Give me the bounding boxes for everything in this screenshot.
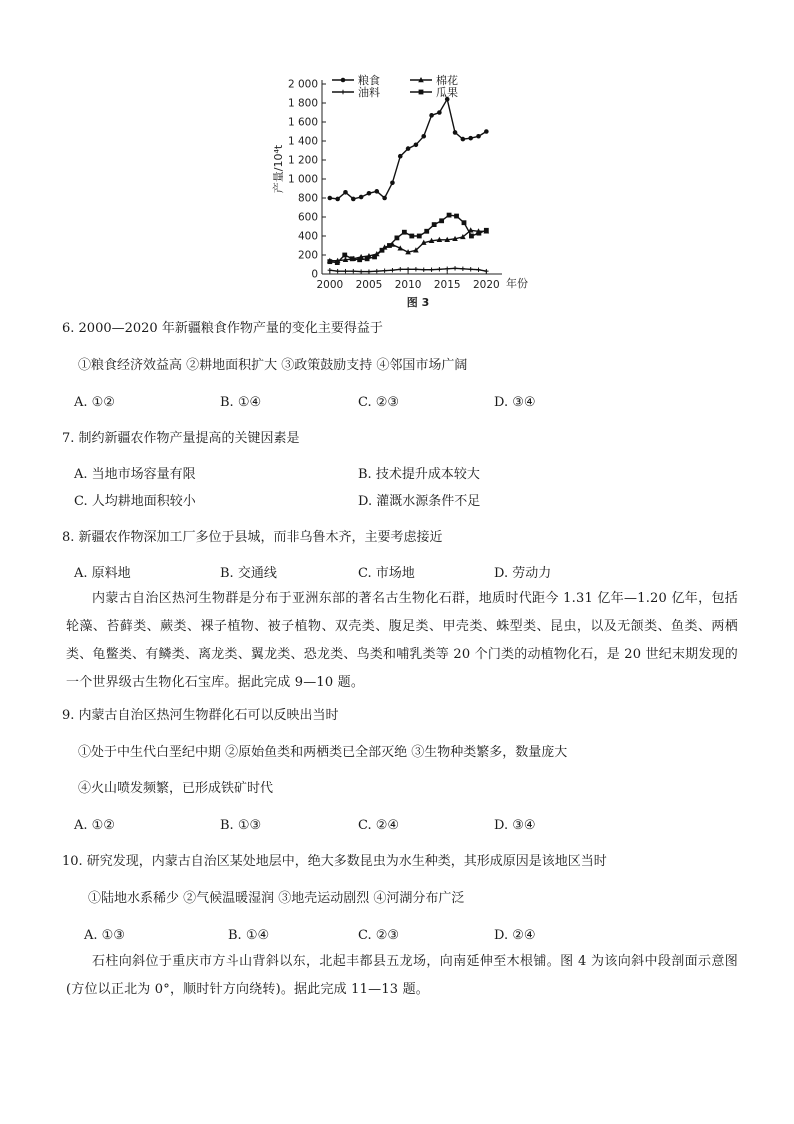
- chart-svg: [270, 62, 550, 314]
- series-3-point: [402, 230, 407, 235]
- series-0-point: [453, 130, 458, 135]
- q7-option-d[interactable]: D. 灌溉水源条件不足: [358, 494, 481, 509]
- series-2-point: [422, 268, 426, 272]
- series-3-point: [424, 229, 429, 234]
- series-0-point: [461, 137, 466, 142]
- series-0-point: [367, 191, 372, 196]
- series-3-point: [350, 256, 355, 261]
- series-0-point: [351, 197, 356, 202]
- x-tick-label: 2010: [394, 279, 422, 291]
- series-2-point: [398, 267, 402, 271]
- production-line-chart: [270, 62, 550, 314]
- series-3-point: [484, 228, 489, 233]
- series-0-point: [382, 196, 387, 201]
- figure-label: 图 3: [406, 296, 430, 309]
- series-0-point: [328, 196, 333, 201]
- series-0-point: [429, 113, 434, 118]
- legend-label-3: 瓜果: [436, 86, 458, 99]
- y-tick-label: 1 200: [287, 154, 318, 167]
- y-tick-label: 0: [311, 268, 318, 281]
- series-3-point: [476, 231, 481, 236]
- q7-option-c[interactable]: C. 人均耕地面积较小: [74, 494, 196, 509]
- q6-option-c[interactable]: C. ②③: [358, 395, 400, 410]
- series-2-point: [351, 269, 355, 273]
- q6-option-d[interactable]: D. ③④: [494, 395, 536, 410]
- legend-marker-3: [419, 90, 424, 95]
- q9-stem: 9. 内蒙古自治区热河生物群化石可以反映出当时: [62, 708, 339, 723]
- series-2-point: [429, 268, 433, 272]
- series-3-point: [462, 220, 467, 225]
- series-2-point: [367, 269, 371, 273]
- x-tick-label: 2000: [316, 279, 344, 291]
- series-2-point: [328, 268, 332, 272]
- passage-rehe-biota: 内蒙古自治区热河生物群是分布于亚洲东部的著名古生物化石群，地质时代距今 1.31 亿年—1.20 亿年，包括轮藻、苔藓类、蕨类、裸子植物、被子植物、双壳类、腹足类、甲壳类、蛛型类、昆虫，以及无颌类、鱼类、两栖类、龟鳖类、有鳞类、离龙类、翼龙类、恐龙类、鸟类和哺乳类等 20 个门类的动植物化石，是 20 世纪末期发现的一个世界级古生物化石宝库。据此完成 9—10 题。: [66, 591, 738, 690]
- series-3-point: [357, 257, 362, 262]
- series-0-point: [421, 134, 426, 139]
- series-2-point: [335, 269, 339, 273]
- y-tick-label: 1 000: [287, 173, 318, 186]
- q10-stem: 10. 研究发现，内蒙古自治区某处地层中，绝大多数昆虫为水生种类，其形成原因是该地区当时: [62, 854, 607, 869]
- q9-option-c[interactable]: C. ②④: [358, 818, 400, 833]
- q8-option-c[interactable]: C. 市场地: [358, 566, 415, 581]
- q9-statements-line2: ④火山喷发频繁，已形成铁矿时代: [78, 781, 274, 796]
- series-3-point: [447, 213, 452, 218]
- chart-legend: [332, 73, 458, 99]
- series-2-point: [476, 268, 480, 272]
- q7-option-b[interactable]: B. 技术提升成本较大: [358, 467, 480, 482]
- series-0-point: [468, 136, 473, 141]
- q8-option-a[interactable]: A. 原料地: [74, 566, 131, 581]
- chart-series: [327, 97, 489, 274]
- series-3-point: [417, 234, 422, 239]
- series-0-point: [406, 146, 411, 151]
- series-2-point: [461, 267, 465, 271]
- y-tick-label: 200: [297, 249, 318, 262]
- series-3-point: [432, 222, 437, 227]
- legend-marker-2: [341, 90, 345, 94]
- q9-option-a[interactable]: A. ①②: [74, 818, 115, 833]
- series-3-point: [365, 256, 370, 261]
- chart-axes: [271, 79, 528, 310]
- series-0-point: [476, 134, 481, 139]
- q9-statements-line1: ①处于中生代白垩纪中期 ②原始鱼类和两栖类已全部灭绝 ③生物种类繁多，数量庞大: [78, 745, 568, 760]
- q7-option-a[interactable]: A. 当地市场容量有限: [74, 467, 196, 482]
- series-3-point: [439, 218, 444, 223]
- x-tick-label: 2015: [433, 279, 461, 291]
- y-axis-label: 产量/10⁴t: [272, 144, 285, 194]
- series-0-point: [335, 197, 340, 202]
- series-2-point: [484, 269, 488, 273]
- q9-option-b[interactable]: B. ①③: [220, 818, 262, 833]
- series-3-point: [380, 248, 385, 253]
- series-3-point: [327, 259, 332, 264]
- passage-shizhu-syncline: 石柱向斜位于重庆市方斗山背斜以东，北起丰都县五龙场，向南延伸至木根铺。图 4 为该向斜中段剖面示意图(方位以正北为 0°，顺时针方向绕转)。据此完成 11—13 题。: [66, 954, 738, 997]
- series-3-point: [395, 236, 400, 241]
- series-3-point: [335, 260, 340, 265]
- series-3-point: [409, 234, 414, 239]
- y-tick-label: 1 800: [287, 97, 318, 110]
- q10-option-c[interactable]: C. ②③: [358, 928, 400, 943]
- series-3-point: [387, 243, 392, 248]
- series-2-point: [445, 267, 449, 271]
- series-3-point: [372, 255, 377, 260]
- series-3-point: [469, 234, 474, 239]
- y-tick-label: 600: [297, 211, 318, 224]
- legend-label-1: 棉花: [436, 74, 458, 87]
- series-2-point: [359, 269, 363, 273]
- series-0-point: [437, 110, 442, 115]
- q8-stem: 8. 新疆农作物深加工厂多位于县城，而非乌鲁木齐，主要考虑接近: [62, 530, 443, 545]
- series-3-point: [342, 253, 347, 258]
- series-2-point: [406, 267, 410, 271]
- series-2-point: [437, 267, 441, 271]
- series-0-point: [414, 143, 419, 148]
- series-2-point: [382, 268, 386, 272]
- series-0-point: [398, 154, 403, 159]
- legend-marker-0: [341, 78, 346, 83]
- legend-label-2: 油料: [358, 86, 380, 99]
- series-2-point: [468, 267, 472, 271]
- series-2-point: [453, 266, 457, 270]
- x-tick-label: 2005: [355, 279, 383, 291]
- series-2-point: [375, 269, 379, 273]
- y-tick-label: 800: [297, 192, 318, 205]
- q10-option-d[interactable]: D. ②④: [494, 928, 536, 943]
- q9-option-d[interactable]: D. ③④: [494, 818, 536, 833]
- series-0-point: [390, 181, 395, 186]
- series-0-point: [343, 190, 348, 195]
- q7-stem: 7. 制约新疆农作物产量提高的关键因素是: [62, 431, 300, 446]
- y-tick-label: 1 600: [287, 116, 318, 129]
- q10-option-b[interactable]: B. ①④: [228, 928, 270, 943]
- series-0-point: [374, 189, 379, 194]
- q6-stem: 6. 2000—2020 年新疆粮食作物产量的变化主要得益于: [62, 321, 383, 336]
- x-axis-label: 年份: [506, 277, 528, 290]
- q8-option-d[interactable]: D. 劳动力: [494, 566, 552, 581]
- series-0-point: [484, 129, 489, 134]
- q10-statements: ①陆地水系稀少 ②气候温暖湿润 ③地壳运动剧烈 ④河湖分布广泛: [88, 891, 465, 906]
- x-tick-label: 2020: [472, 279, 500, 291]
- q6-option-a[interactable]: A. ①②: [74, 395, 115, 410]
- q6-statements: ①粮食经济效益高 ②耕地面积扩大 ③政策鼓励支持 ④邻国市场广阔: [78, 358, 468, 373]
- series-2-point: [390, 268, 394, 272]
- y-tick-label: 400: [297, 230, 318, 243]
- series-2-point: [343, 269, 347, 273]
- q10-option-a[interactable]: A. ①③: [84, 928, 125, 943]
- series-2-point: [414, 267, 418, 271]
- q8-option-b[interactable]: B. 交通线: [220, 566, 277, 581]
- q6-option-b[interactable]: B. ①④: [220, 395, 262, 410]
- y-tick-label: 1 400: [287, 135, 318, 148]
- series-0-point: [359, 195, 364, 200]
- legend-label-0: 粮食: [358, 74, 380, 87]
- series-3-point: [454, 214, 459, 219]
- y-tick-label: 2 000: [287, 78, 318, 91]
